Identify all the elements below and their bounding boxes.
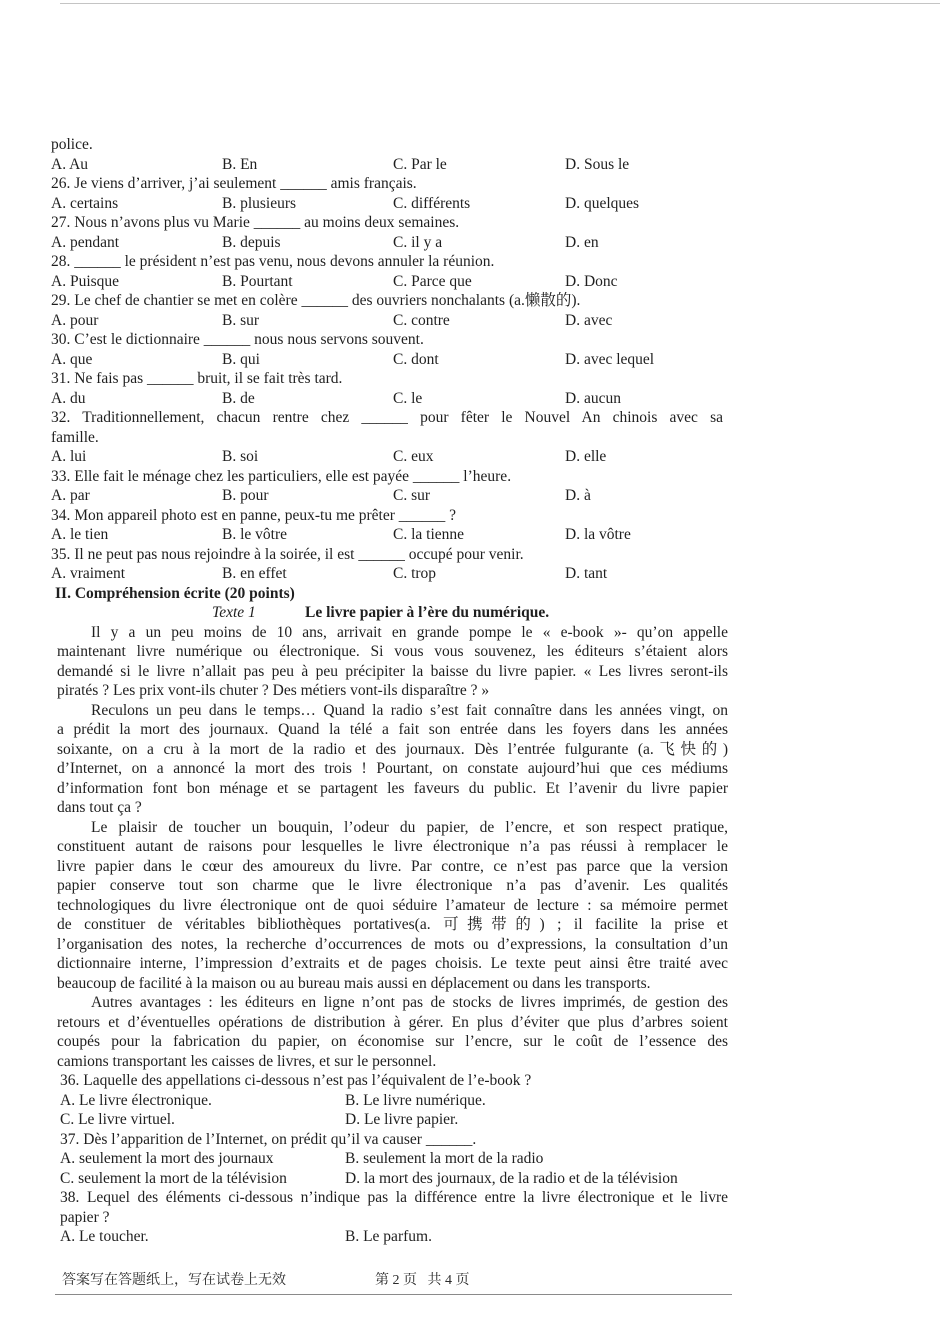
text-title-line — [57, 603, 728, 623]
question-stem: papier ? — [60, 1208, 110, 1226]
question-stem: 30. C’est le dictionnaire ______ nous nous servons souvent. — [51, 331, 424, 348]
answer-options — [51, 525, 723, 545]
answer-options — [51, 233, 723, 253]
question-stem: 34. Mon appareil photo est en panne, peux-tu me prêter ______ ? — [51, 506, 457, 524]
question-item — [51, 174, 723, 213]
answer-option: B. Le parfum. — [345, 1228, 432, 1245]
answer-option: C. différents — [393, 194, 471, 212]
text-title: Le livre papier à l’ère du numérique. — [305, 604, 550, 621]
answer-option: B. qui — [222, 350, 260, 368]
passage-line: a prédit la mort des journaux. Quand la télé a fait son entrée dans les foyers dans les années — [57, 721, 728, 738]
answer-option: B. en effet — [222, 565, 287, 582]
passage-line: Le plaisir de toucher un bouquin, l’odeur du papier, de l’encre, et son respect pratique, — [91, 818, 728, 836]
answer-option: C. eux — [393, 448, 434, 465]
answer-options — [51, 194, 723, 214]
passage-line: technologiques du livre électronique ont de quoi séduire l’amateur de lecture : sa mémoire permet — [57, 896, 728, 914]
answer-option: C. Par le — [393, 155, 447, 173]
footer-rule — [55, 1294, 732, 1295]
passage-line: de constituer de véritables bibliothèques portatives(a. 可携带的) ; il facilite la prise et — [57, 916, 728, 933]
answer-option: D. tant — [565, 565, 608, 582]
question-stem: 37. Dès l’apparition de l’Internet, on prédit qu’il va causer ______. — [60, 1130, 477, 1148]
answer-option: D. en — [565, 233, 599, 251]
answer-options — [51, 447, 723, 467]
question-item — [51, 369, 723, 408]
question-stem: 27. Nous n’avons plus vu Marie ______ au moins deux semaines. — [51, 214, 460, 231]
passage-paragraph — [57, 701, 728, 818]
question-stem: 29. Le chef de chantier se met en colère ______ des ouvriers nonchalants (a.懒散的). — [51, 292, 581, 309]
answer-option: A. le tien — [51, 526, 109, 543]
answer-option: C. le — [393, 389, 423, 407]
passage-line: Il y a un peu moins de 10 ans, arrivait en grande pompe le « e-book »- qu’on appelle — [91, 623, 728, 641]
question-item — [51, 330, 723, 369]
section-heading: II. Compréhension écrite (20 points) — [55, 584, 295, 602]
answer-options — [60, 1091, 728, 1130]
answer-option: A. pendant — [51, 233, 120, 251]
passage-paragraph — [57, 818, 728, 994]
answer-option: B. soi — [222, 448, 259, 465]
question-item — [60, 1130, 728, 1189]
passage-line: dans tout ça ? — [57, 799, 142, 816]
answer-option: C. Parce que — [393, 272, 472, 290]
passage-line: demandé si le livre n’allait pas peu à peu précipiter la baisse du livre papier. « Les livres seront-ils — [57, 662, 728, 680]
answer-option: B. de — [222, 389, 255, 407]
passage-line: retours et d’éventuelles opérations de distribution à gérer. En plus d’éviter que plus d’arbres soient — [57, 1013, 728, 1031]
answer-option: B. le vôtre — [222, 526, 287, 543]
question-item — [51, 506, 723, 545]
answer-option: D. la vôtre — [565, 526, 631, 543]
answer-option: D. avec — [565, 311, 613, 329]
passage-line: soixante, on a cru à la mort de la radio et des journaux. Dès l’entrée fulgurante (a.飞快的) — [57, 740, 728, 758]
answer-option: D. Sous le — [565, 155, 630, 173]
answer-options — [51, 564, 723, 584]
passage-line: constituent autant de raisons pour lesquelles le livre électronique n’a pas réussi à remplacer le — [57, 838, 728, 855]
answer-options — [51, 311, 723, 331]
answer-option: A. pour — [51, 311, 99, 329]
answer-option: A. Au — [51, 155, 89, 173]
answer-option: D. Donc — [565, 272, 618, 290]
answer-option: D. elle — [565, 448, 607, 465]
answer-option: C. trop — [393, 565, 437, 582]
reading-questions — [60, 1071, 728, 1247]
passage-line: coupés pour la fabrication du papier, on économise sur l’encre, sur le coût de l’essence des — [57, 1033, 728, 1050]
answer-option: D. quelques — [565, 194, 640, 212]
passage-paragraph — [57, 623, 728, 701]
question-item — [60, 1188, 728, 1247]
answer-option: C. sur — [393, 487, 431, 504]
answer-options — [51, 486, 723, 506]
grammar-questions — [51, 135, 723, 584]
answer-options — [51, 350, 723, 370]
passage-line: camions transportant les caisses de livres, et sur le personnel. — [57, 1052, 437, 1070]
answer-option: A. vraiment — [51, 565, 126, 582]
answer-option: B. seulement la mort de la radio — [345, 1150, 544, 1167]
page-number: 第 2 页 共 4 页 — [375, 1273, 470, 1288]
answer-option: B. En — [222, 155, 258, 173]
answer-option: D. Le livre papier. — [345, 1111, 459, 1128]
question-item — [51, 545, 723, 584]
answer-option: A. Le livre électronique. — [60, 1091, 212, 1109]
answer-option: D. la mort des journaux, de la radio et de la télévision — [345, 1169, 678, 1187]
answer-option: B. sur — [222, 311, 260, 329]
answer-option: A. Puisque — [51, 272, 120, 290]
passage-line: livre papier dans le cœur des amoureux du livre. Par contre, ce n’est pas parce que la version — [57, 857, 728, 875]
question-stem: 38. Lequel des éléments ci-dessous n’indique pas la différence entre la livre électronique et le livre — [60, 1189, 728, 1206]
question-stem: 35. Il ne peut pas nous rejoindre à la soirée, il est ______ occupé pour venir. — [51, 545, 524, 563]
reading-comprehension-section — [57, 584, 728, 1072]
page-footer — [62, 1271, 732, 1291]
answer-option: B. plusieurs — [222, 194, 297, 212]
question-item — [51, 467, 723, 506]
answer-option: B. Le livre numérique. — [345, 1091, 486, 1109]
answer-option: D. à — [565, 487, 591, 504]
passage-paragraph — [57, 993, 728, 1071]
answer-option: C. il y a — [393, 233, 443, 251]
answer-option: B. Pourtant — [222, 272, 293, 290]
question-stem: 28. ______ le président n’est pas venu, nous devons annuler la réunion. — [51, 253, 495, 270]
answer-options — [51, 155, 723, 175]
answer-options — [51, 272, 723, 292]
answer-options — [60, 1149, 728, 1188]
answer-options — [51, 389, 723, 409]
question-stem: 33. Elle fait le ménage chez les particuliers, elle est payée ______ l’heure. — [51, 467, 512, 485]
question-stem: 26. Je viens d’arriver, j’ai seulement ______ amis français. — [51, 175, 417, 192]
answer-option: A. Le toucher. — [60, 1228, 149, 1245]
question-item — [51, 291, 723, 330]
passage-line: dictionnaire interne, l’impression d’extraits et de pages choisis. Le texte peut ainsi être traité avec — [57, 955, 728, 972]
answer-option: B. depuis — [222, 233, 281, 251]
passage-body — [57, 623, 728, 1072]
answer-option: A. lui — [51, 448, 87, 465]
answer-option: C. dont — [393, 350, 439, 368]
passage-line: d’Internet, on a annoncé la mort des trois ! Pourtant, on constate aujourd’hui que ces médiums — [57, 760, 728, 777]
question-stem: famille. — [51, 428, 99, 446]
question-item — [51, 213, 723, 252]
question-item — [51, 252, 723, 291]
passage-line: d’information font bon ménage et se partagent les faveurs du public. Et l’avenir du livre papier — [57, 779, 728, 797]
answer-option: A. du — [51, 389, 86, 407]
question-stem: 36. Laquelle des appellations ci-dessous n’est pas l’équivalent de l’e-book ? — [60, 1072, 532, 1089]
passage-line: Reculons un peu dans le temps… Quand la radio s’est fait connaître dans les années vingt, on — [91, 701, 728, 719]
answer-option: C. la tienne — [393, 526, 465, 543]
answer-option: A. seulement la mort des journaux — [60, 1150, 274, 1167]
passage-line: l’organisation des notes, la recherche d’occurrences de mots ou d’expressions, la consultation d’un — [57, 935, 728, 953]
answer-options — [60, 1227, 728, 1247]
question-item — [60, 1071, 728, 1130]
answer-option: C. seulement la mort de la télévision — [60, 1169, 287, 1187]
passage-line: beaucoup de facilité à la maison ou au bureau mais aussi en déplacement ou dans les transports. — [57, 974, 651, 992]
footer-notice: 答案写在答题纸上，写在试卷上无效 — [62, 1273, 286, 1288]
text-label: Texte 1 — [212, 604, 256, 621]
answer-option: A. que — [51, 350, 93, 368]
answer-option: B. pour — [222, 487, 269, 504]
question-stem: 31. Ne fais pas ______ bruit, il se fait très tard. — [51, 370, 343, 387]
passage-line: Autres avantages : les éditeurs en ligne n’ont pas de stocks de livres imprimés, de gestion des — [91, 994, 728, 1011]
answer-option: D. aucun — [565, 389, 621, 407]
passage-line: maintenant livre numérique ou électronique. Si vous vous souvenez, les éditeurs s’étaient alors — [57, 643, 728, 660]
answer-option: C. Le livre virtuel. — [60, 1111, 175, 1128]
passage-line: piratés ? Les prix vont-ils chuter ? Des métiers vont-ils disparaître ? » — [57, 682, 490, 699]
answer-option: C. contre — [393, 311, 450, 329]
answer-option: A. par — [51, 487, 90, 504]
passage-line: papier conserve tout son charme que le livre électronique n’a pas d’avenir. Les qualités — [57, 877, 728, 894]
question-stem: police. — [51, 136, 93, 153]
question-item — [51, 135, 723, 174]
answer-option: A. certains — [51, 194, 119, 212]
scan-edge-line — [60, 3, 940, 4]
answer-option: D. avec lequel — [565, 350, 655, 368]
question-item — [51, 408, 723, 467]
question-stem: 32. Traditionnellement, chacun rentre chez ______ pour fêter le Nouvel An chinois avec sa — [51, 409, 723, 426]
